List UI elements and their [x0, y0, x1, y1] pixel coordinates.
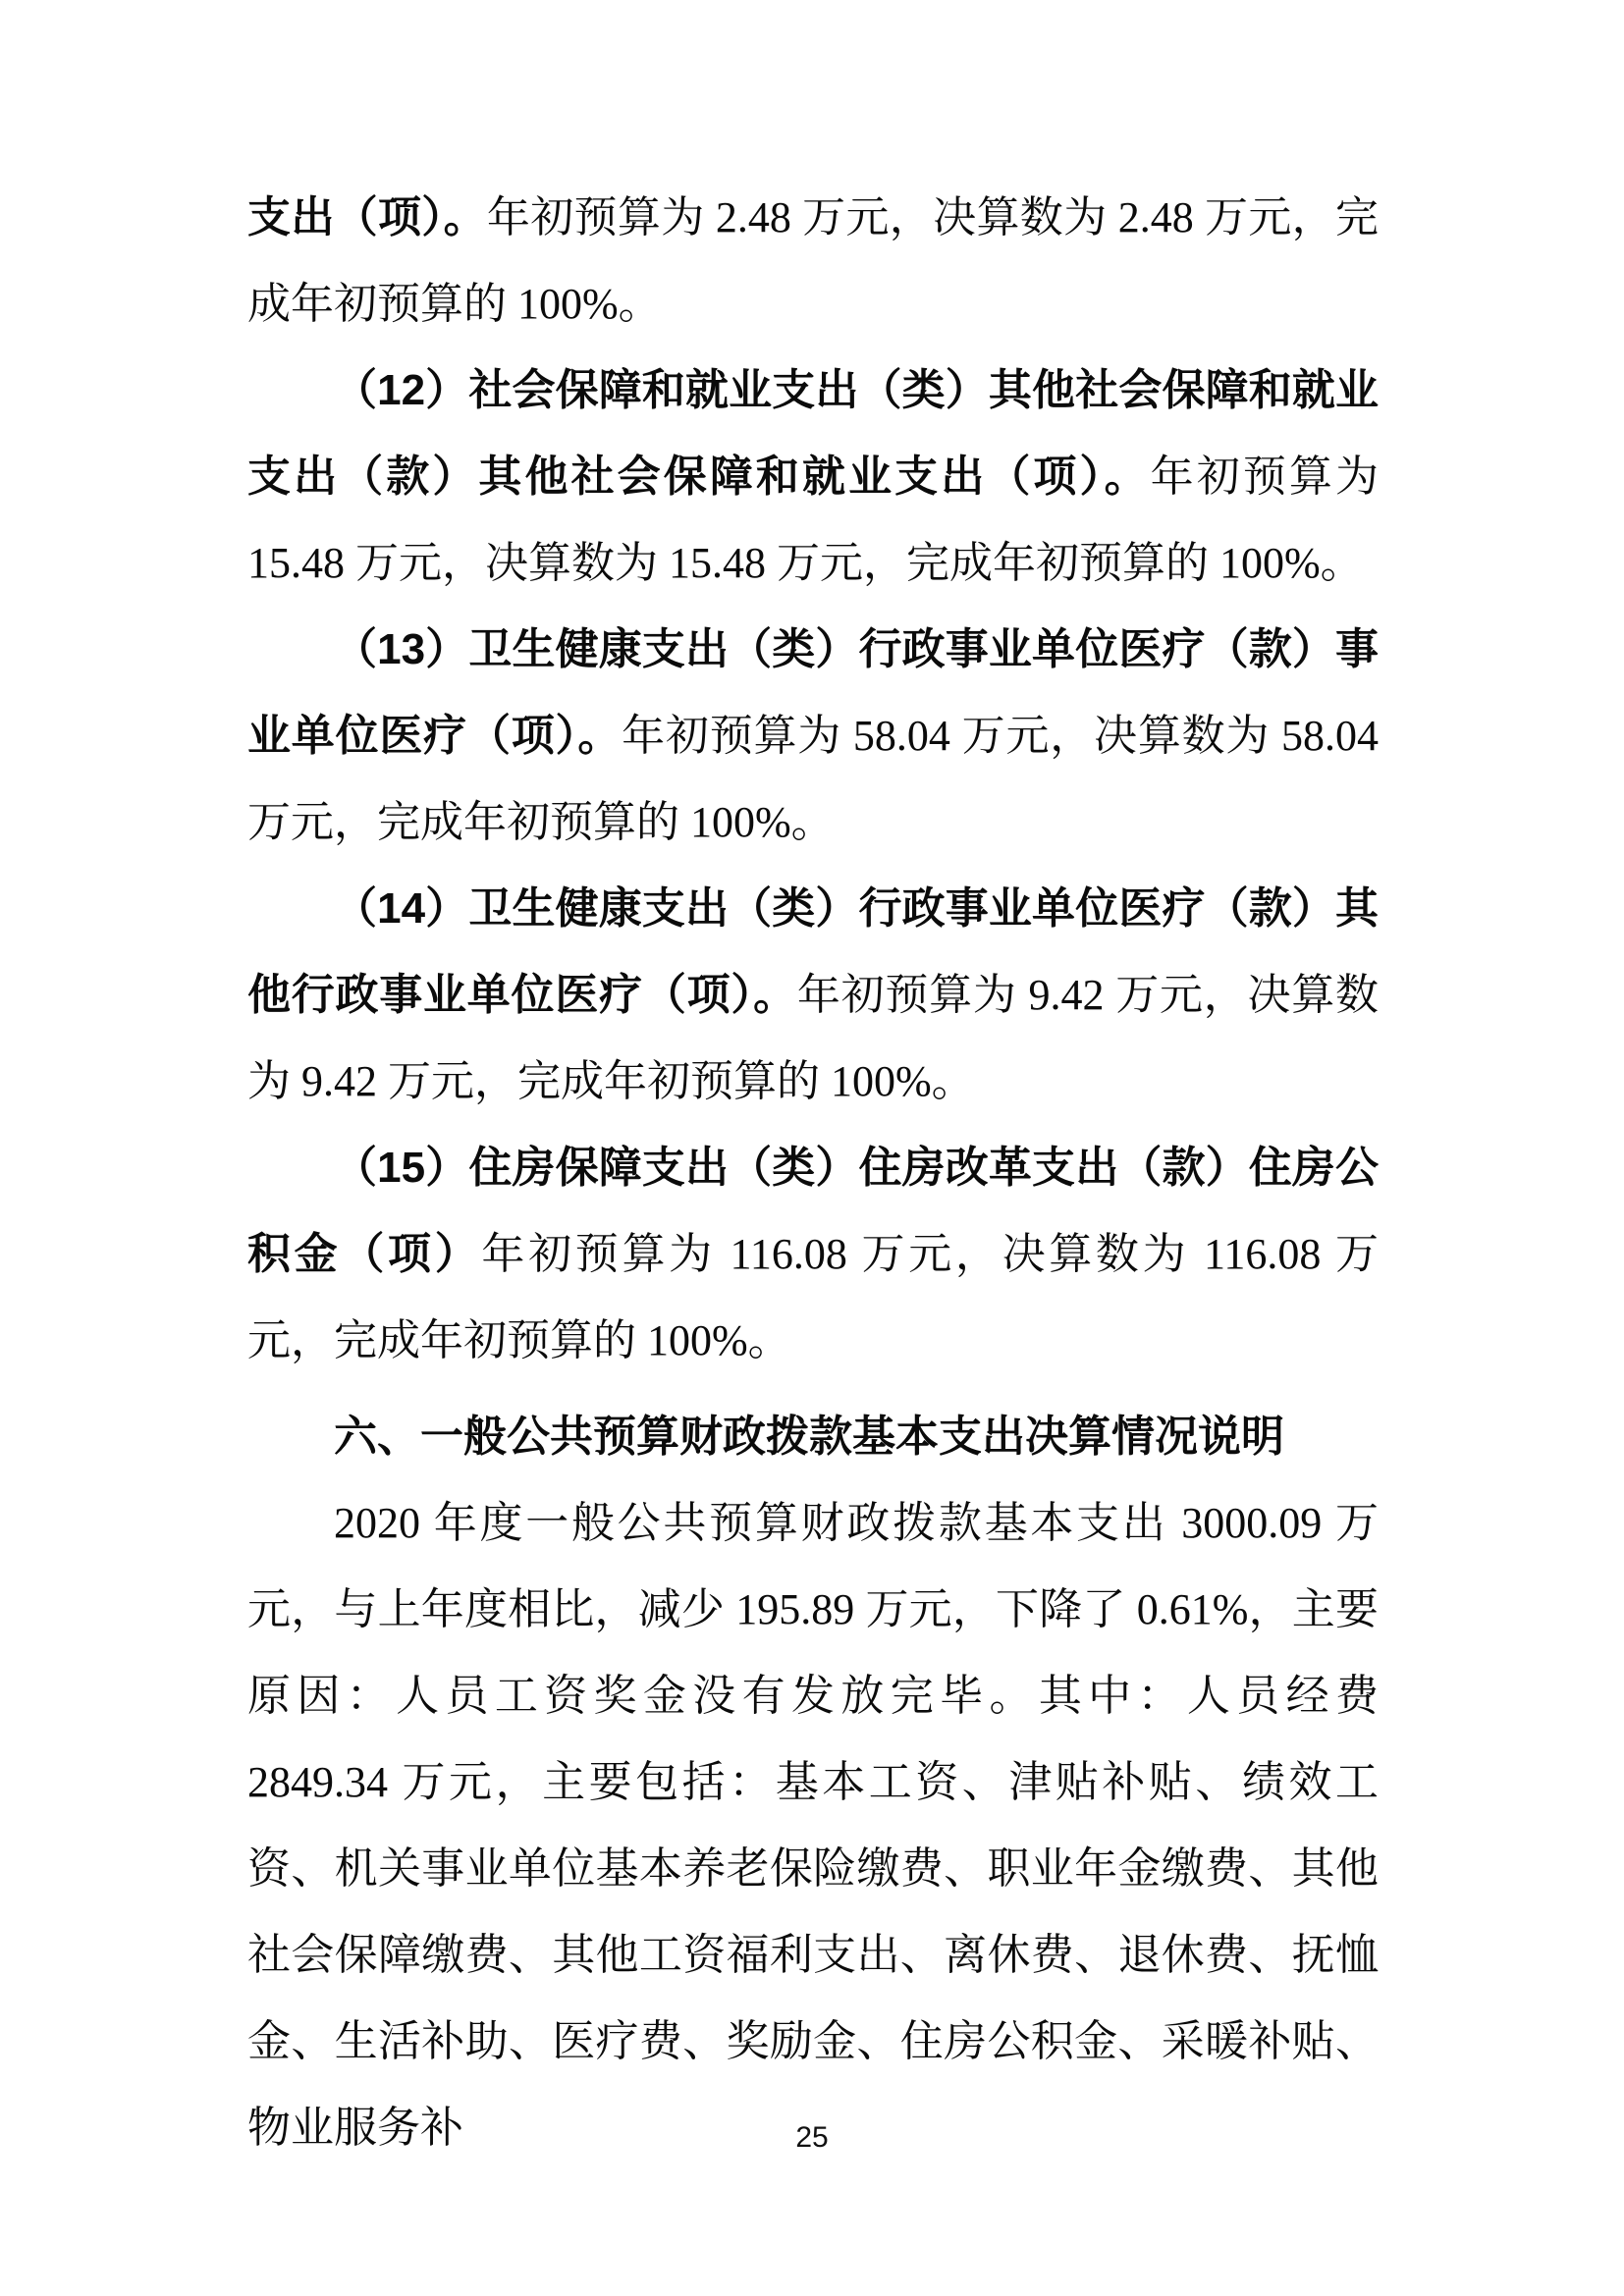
paragraph-bold-lead: （13）卫生健康支出（类）行政事业单位医疗（款）事业单位医疗（项）。 — [247, 625, 1379, 760]
paragraph-item-11-continuation — [247, 175, 1379, 347]
section-heading: 六、一般公共预算财政拨款基本支出决算情况说明 — [334, 1413, 1284, 1461]
paragraph-text: 年初预算为 2.48 万元，决算数为 2.48 万元，完成年初预算的 100%。 — [247, 193, 1380, 328]
paragraph-item-12 — [247, 347, 1379, 607]
paragraph-bold-lead: （12）社会保障和就业支出（类）其他社会保障和就业支出（款）其他社会保障和就业支出（项）。 — [247, 366, 1379, 501]
page-number: 25 — [795, 2121, 829, 2154]
paragraph-basic-expenditure-summary: 2020 年度一般公共预算财政拨款基本支出 3000.09 万元，与上年度相比，减少 195.89 万元，下降了 0.61%，主要原因：人员工资奖金没有发放完毕。其中：人员经费 2849.34 万元，主要包括：基本工资、津贴补贴、绩效工资、机关事业单位基本养老保险缴费、职业年金缴费、其他社会保障缴费、其他工资福利支出、离休费、退休费、抚恤金、生活补助、医疗费、奖励金、住房公积金、采暖补贴、物业服务补 — [247, 1499, 1379, 2152]
paragraph-bold-lead: （15）住房保障支出（类）住房改革支出（款）住房公积金（项） — [247, 1144, 1379, 1278]
paragraph-item-15 — [247, 1125, 1379, 1384]
paragraph-bold-lead: 支出（项）。 — [247, 193, 487, 241]
paragraph-item-14 — [247, 866, 1379, 1125]
paragraph-bold-lead: （14）卫生健康支出（类）行政事业单位医疗（款）其他行政事业单位医疗（项）。 — [247, 884, 1379, 1019]
paragraph-text: 年初预算为 116.08 万元，决算数为 116.08 万元，完成年初预算的 100%。 — [247, 1230, 1380, 1364]
paragraph-text: 年初预算为 15.48 万元，决算数为 15.48 万元，完成年初预算的 100%。 — [247, 453, 1380, 587]
paragraph-text: 年初预算为 9.42 万元，决算数为 9.42 万元，完成年初预算的 100%。 — [247, 971, 1380, 1105]
document-body — [247, 175, 1379, 2171]
paragraph-item-13 — [247, 607, 1379, 866]
paragraph-text: 年初预算为 58.04 万元，决算数为 58.04 万元，完成年初预算的 100%。 — [247, 712, 1379, 846]
